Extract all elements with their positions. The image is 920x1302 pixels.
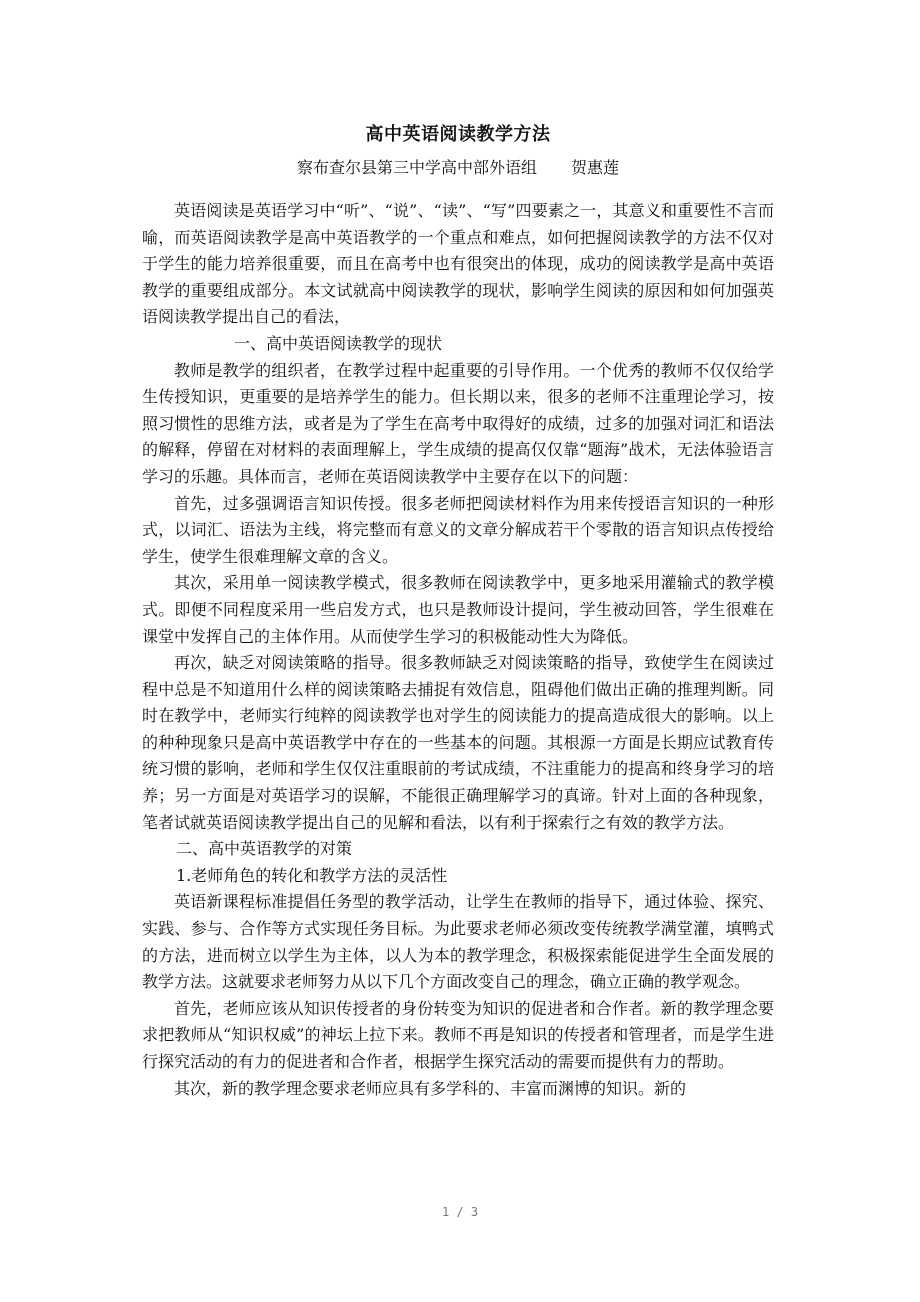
document-text <box>142 198 774 1102</box>
section-heading: 二、高中英语教学的对策 <box>176 839 353 859</box>
paragraph: 首先，老师应该从知识传授者的身份转变为知识的促进者和合作者。新的教学理念要求把教师从“知识权威”的神坛上拉下来。教师不再是知识的传授者和管理者，而是学生进行探究活动的有力的促进者和合作者，根据学生探究活动的需要而提供有力的帮助。 <box>142 998 774 1071</box>
paragraph: 英语新课程标准提倡任务型的教学活动，让学生在教师的指导下，通过体验、探究、实践、参与、合作等方式实现任务目标。为此要求老师必须改变传统教学满堂灌，填鸭式的方法，进而树立以学生为主体，以人为本的教学理念，积极探索能促进学生全面发展的教学方法。这就要求老师努力从以下几个方面改变自己的理念，确立正确的教学观念。 <box>142 892 774 992</box>
author-affiliation: 察布查尔县第三中学高中部外语组 <box>296 158 537 177</box>
paragraph: 教师是教学的组织者，在教学过程中起重要的引导作用。一个优秀的教师不仅仅给学生传授知识，更重要的是培养学生的能力。但长期以来，很多的老师不注重理论学习，按照习惯性的思维方法，或者是为了学生在高考中取得好的成绩，过多的加强对词汇和语法的解释，停留在对材料的表面理解上，学生成绩的提高仅仅靠“题海”战术，无法体验语言学习的乐趣。具体而言，老师在英语阅读教学中主要存在以下的问题： <box>142 360 774 486</box>
paragraph: 英语阅读是英语学习中“听”、“说”、“读”、“写”四要素之一，其意义和重要性不言而喻，而英语阅读教学是高中英语教学的一个重点和难点，如何把握阅读教学的方法不仅对于学生的能力培养很重要，而且在高考中也有很突出的体现，成功的阅读教学是高中英语教学的重要组成部分。本文试就高中阅读教学的现状，影响学生阅读的原因和如何加强英语阅读教学提出自己的看法， <box>142 201 774 327</box>
paragraph: 再次，缺乏对阅读策略的指导。很多教师缺乏对阅读策略的指导，致使学生在阅读过程中总是不知道用什么样的阅读策略去捕捉有效信息，阻碍他们做出正确的推理判断。同时在教学中，老师实行纯粹的阅读教学也对学生的阅读能力的提高造成很大的影响。以上的种种现象只是高中英语教学中存在的一些基本的问题。其根源一方面是长期应试教育传统习惯的影响，老师和学生仅仅注重眼前的考试成绩，不注重能力的提高和终身学习的培养；另一方面是对英语学习的误解，不能很正确理解学习的真谛。针对上面的各种现象，笔者试就英语阅读教学提出自己的见解和看法，以有利于探索行之有效的教学方法。 <box>142 653 774 832</box>
section-heading: 1.老师角色的转化和教学方法的灵活性 <box>176 865 448 885</box>
page-title: 高中英语阅读教学方法 <box>365 124 551 145</box>
subtitle <box>142 152 774 184</box>
paragraph: 首先，过多强调语言知识传授。很多老师把阅读材料作为用来传授语言知识的一种形式，以词汇、语法为主线，将完整而有意义的文章分解成若干个零散的语言知识点传授给学生，使学生很难理解文章的含义。 <box>142 493 774 566</box>
document-body <box>142 118 774 1102</box>
section-heading: 一、高中英语阅读教学的现状 <box>234 333 443 353</box>
author-name: 贺惠莲 <box>571 158 620 177</box>
paragraph: 其次，采用单一阅读教学模式，很多教师在阅读教学中，更多地采用灌输式的教学模式。即便不同程度采用一些启发方式，也只是教师设计提问，学生被动回答，学生很难在课堂中发挥自己的主体作用。从而使学生学习的积极能动性大为降低。 <box>142 573 774 646</box>
page-indicator: 1 / 3 <box>441 1205 479 1219</box>
paragraph: 其次，新的教学理念要求老师应具有多学科的、丰富而渊博的知识。新的 <box>174 1078 687 1098</box>
